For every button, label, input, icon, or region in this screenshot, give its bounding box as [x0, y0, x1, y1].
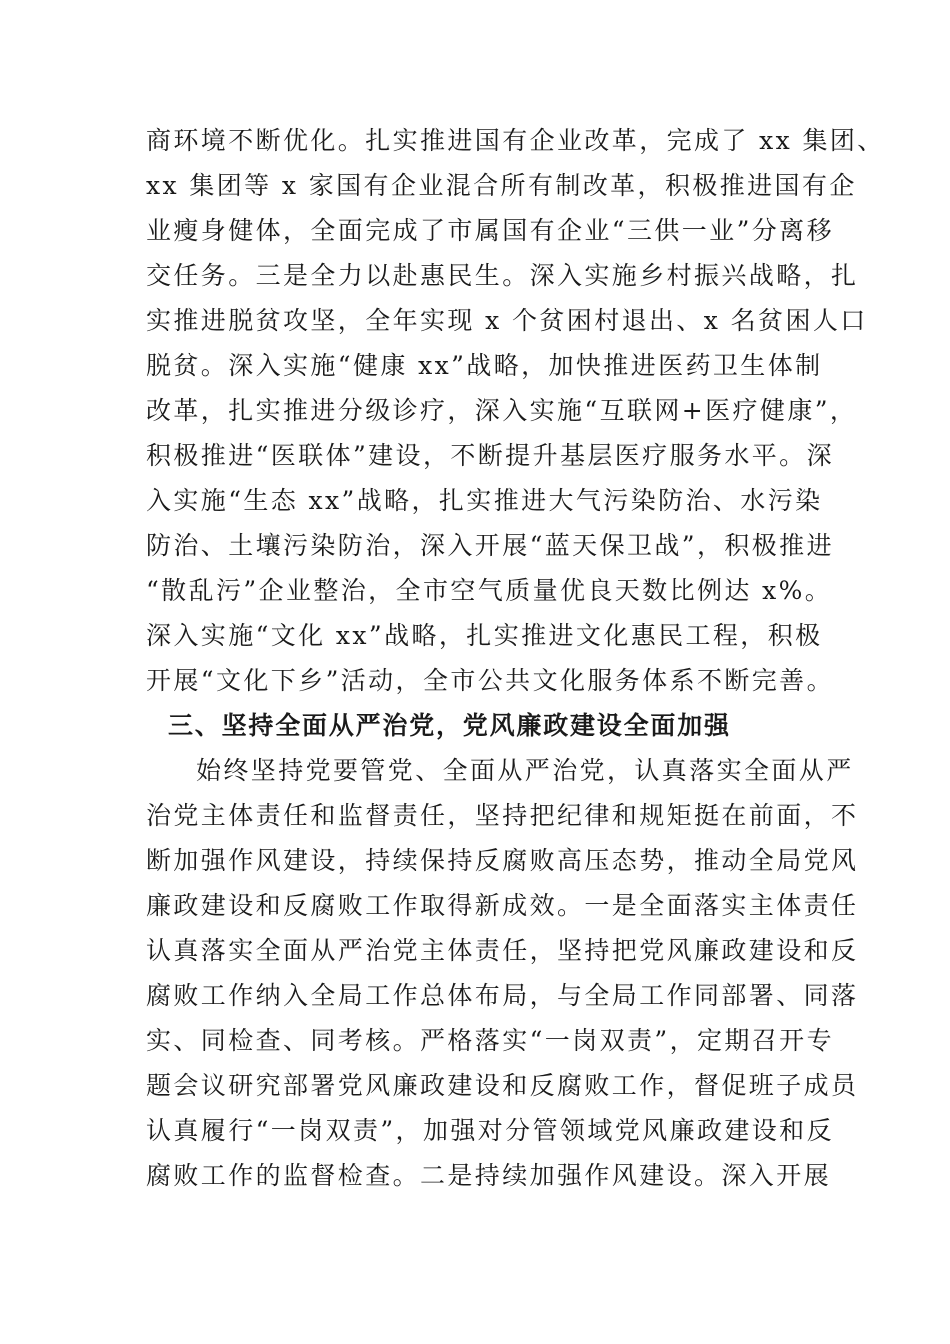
section-heading: 三、坚持全面从严治党，党风廉政建设全面加强 [168, 711, 731, 740]
paragraph-line: 廉政建设和反腐败工作取得新成效。一是全面落实主体责任 [146, 891, 859, 920]
paragraph-line: 腐败工作纳入全局工作总体布局，与全局工作同部署、同落 [146, 981, 859, 1010]
paragraph-line: 改革，扎实推进分级诊疗，深入实施“互联网+医疗健康”， [146, 396, 858, 425]
paragraph-line: xx 集团等 x 家国有企业混合所有制改革，积极推进国有企 [146, 171, 857, 200]
paragraph-line: 深入实施“文化 xx”战略，扎实推进文化惠民工程，积极 [146, 621, 823, 650]
paragraph-line: 商环境不断优化。扎实推进国有企业改革，完成了 xx 集团、 [146, 126, 885, 155]
paragraph-line: 治党主体责任和监督责任，坚持把纪律和规矩挺在前面，不 [146, 801, 859, 830]
paragraph-line: 入实施“生态 xx”战略，扎实推进大气污染防治、水污染 [146, 486, 823, 515]
paragraph-line: 实推进脱贫攻坚，全年实现 x 个贫困村退出、x 名贫困人口 [146, 306, 868, 335]
paragraph-line: 防治、土壤污染防治，深入开展“蓝天保卫战”，积极推进 [146, 531, 834, 560]
paragraph-line: 实、同检查、同考核。严格落实“一岗双责”，定期召开专 [146, 1026, 834, 1055]
paragraph-line: 认真落实全面从严治党主体责任，坚持把党风廉政建设和反 [146, 936, 859, 965]
paragraph-line: 断加强作风建设，持续保持反腐败高压态势，推动全局党风 [146, 846, 859, 875]
paragraph-line: 积极推进“医联体”建设，不断提升基层医疗服务水平。深 [146, 441, 834, 470]
paragraph-line: 题会议研究部署党风廉政建设和反腐败工作，督促班子成员 [146, 1071, 859, 1100]
paragraph-line: 始终坚持党要管党、全面从严治党，认真落实全面从严 [196, 756, 854, 785]
paragraph-line: 腐败工作的监督检查。二是持续加强作风建设。深入开展 [146, 1161, 832, 1190]
paragraph-line: 业瘦身健体，全面完成了市属国有企业“三供一业”分离移 [146, 216, 834, 245]
paragraph-line: 交任务。三是全力以赴惠民生。深入实施乡村振兴战略，扎 [146, 261, 859, 290]
paragraph-line: 认真履行“一岗双责”，加强对分管领域党风廉政建设和反 [146, 1116, 834, 1145]
paragraph-line: 脱贫。深入实施“健康 xx”战略，加快推进医药卫生体制 [146, 351, 823, 380]
paragraph-line: 开展“文化下乡”活动，全市公共文化服务体系不断完善。 [146, 666, 834, 695]
paragraph-line: “散乱污”企业整治，全市空气质量优良天数比例达 x%。 [146, 576, 833, 605]
